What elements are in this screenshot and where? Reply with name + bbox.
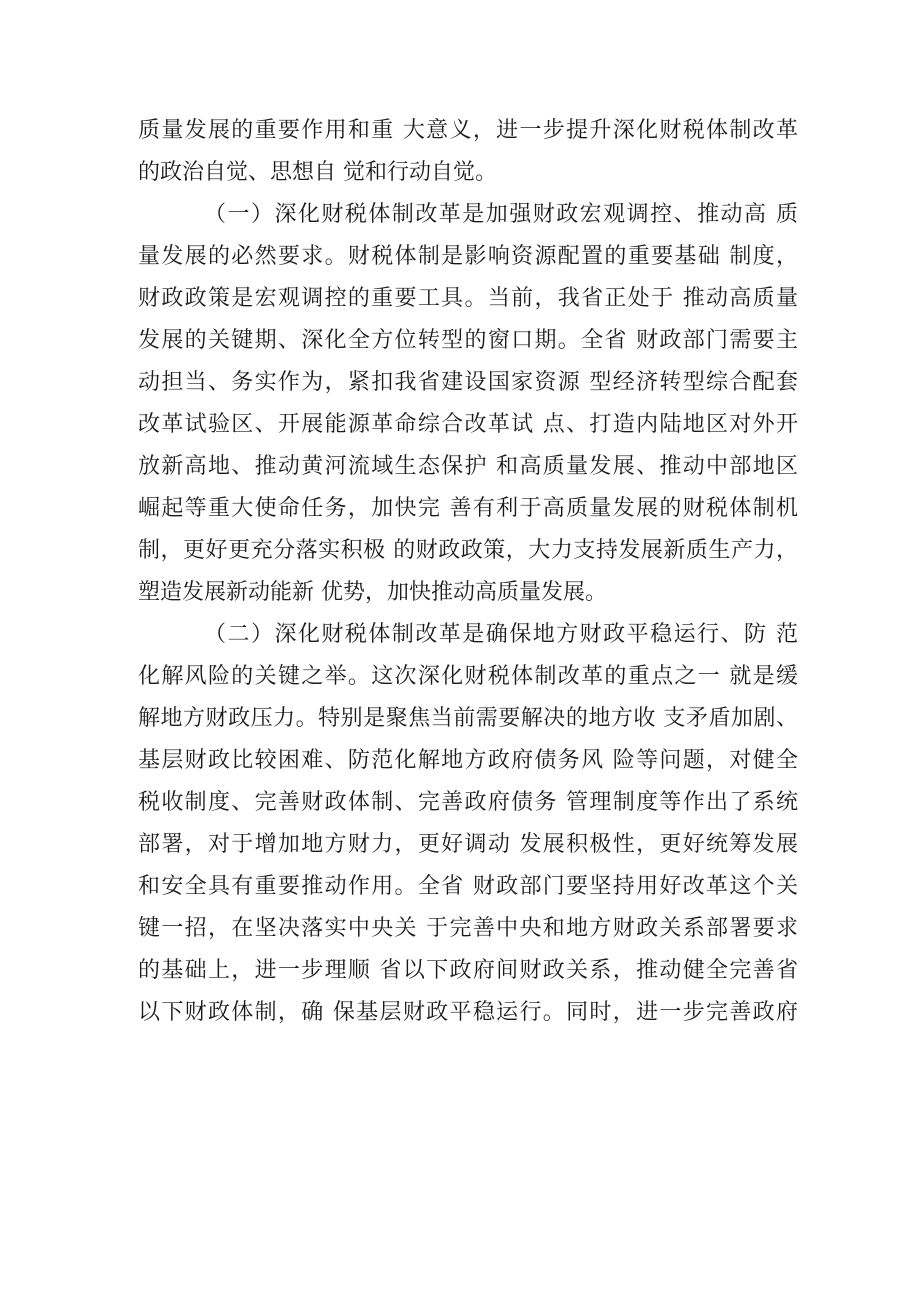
text-line: 塑造发展新动能新 优势，加快推动高质量发展。 bbox=[138, 580, 607, 605]
text-line: 质量发展的重要作用和重 大意义，进一步提升深化财税体制改革 bbox=[138, 118, 798, 143]
text-line: 基层财政比较困难、防范化解地方政府债务风 险等问题，对健全 bbox=[138, 748, 798, 773]
text-line: 制，更好更充分落实积极 的财政政策，大力支持发展新质生产力， bbox=[138, 538, 798, 563]
text-line: 量发展的必然要求。财税体制是影响资源配置的重要基础 制度， bbox=[138, 244, 798, 269]
text-line: 的基础上，进一步理顺 省以下政府间财政关系，推动健全完善省 bbox=[138, 958, 798, 983]
text-line: 动担当、务实作为，紧扣我省建设国家资源 型经济转型综合配套 bbox=[138, 370, 798, 395]
text-line: 税收制度、完善财政体制、完善政府债务 管理制度等作出了系统 bbox=[138, 790, 798, 815]
document-body bbox=[138, 110, 798, 1034]
text-line: 化解风险的关键之举。这次深化财税体制改革的重点之一 就是缓 bbox=[138, 664, 798, 689]
text-line: 以下财政体制，确 保基层财政平稳运行。同时，进一步完善政府 bbox=[138, 1000, 798, 1025]
text-line: 改革试验区、开展能源革命综合改革试 点、打造内陆地区对外开 bbox=[138, 412, 798, 437]
text-line: 键一招，在坚决落实中央关 于完善中央和地方财政关系部署要求 bbox=[138, 916, 798, 941]
text-line: 放新高地、推动黄河流域生态保护 和高质量发展、推动中部地区 bbox=[138, 454, 798, 479]
text-line: 部署，对于增加地方财力，更好调动 发展积极性，更好统筹发展 bbox=[138, 832, 798, 857]
text-line: 发展的关键期、深化全方位转型的窗口期。全省 财政部门需要主 bbox=[138, 328, 798, 353]
text-line: 解地方财政压力。特别是聚焦当前需要解决的地方收 支矛盾加剧、 bbox=[138, 706, 798, 731]
text-line: 的政治自觉、思想自 觉和行动自觉。 bbox=[138, 160, 497, 185]
text-line: 崛起等重大使命任务，加快完 善有利于高质量发展的财税体制机 bbox=[138, 496, 798, 521]
section-heading-line: （二）深化财税体制改革是确保地方财政平稳运行、防 范 bbox=[204, 622, 798, 647]
section-heading-line: （一）深化财税体制改革是加强财政宏观调控、推动高 质 bbox=[204, 202, 798, 227]
text-line: 和安全具有重要推动作用。全省 财政部门要坚持用好改革这个关 bbox=[138, 874, 798, 899]
text-line: 财政政策是宏观调控的重要工具。当前，我省正处于 推动高质量 bbox=[138, 286, 798, 311]
